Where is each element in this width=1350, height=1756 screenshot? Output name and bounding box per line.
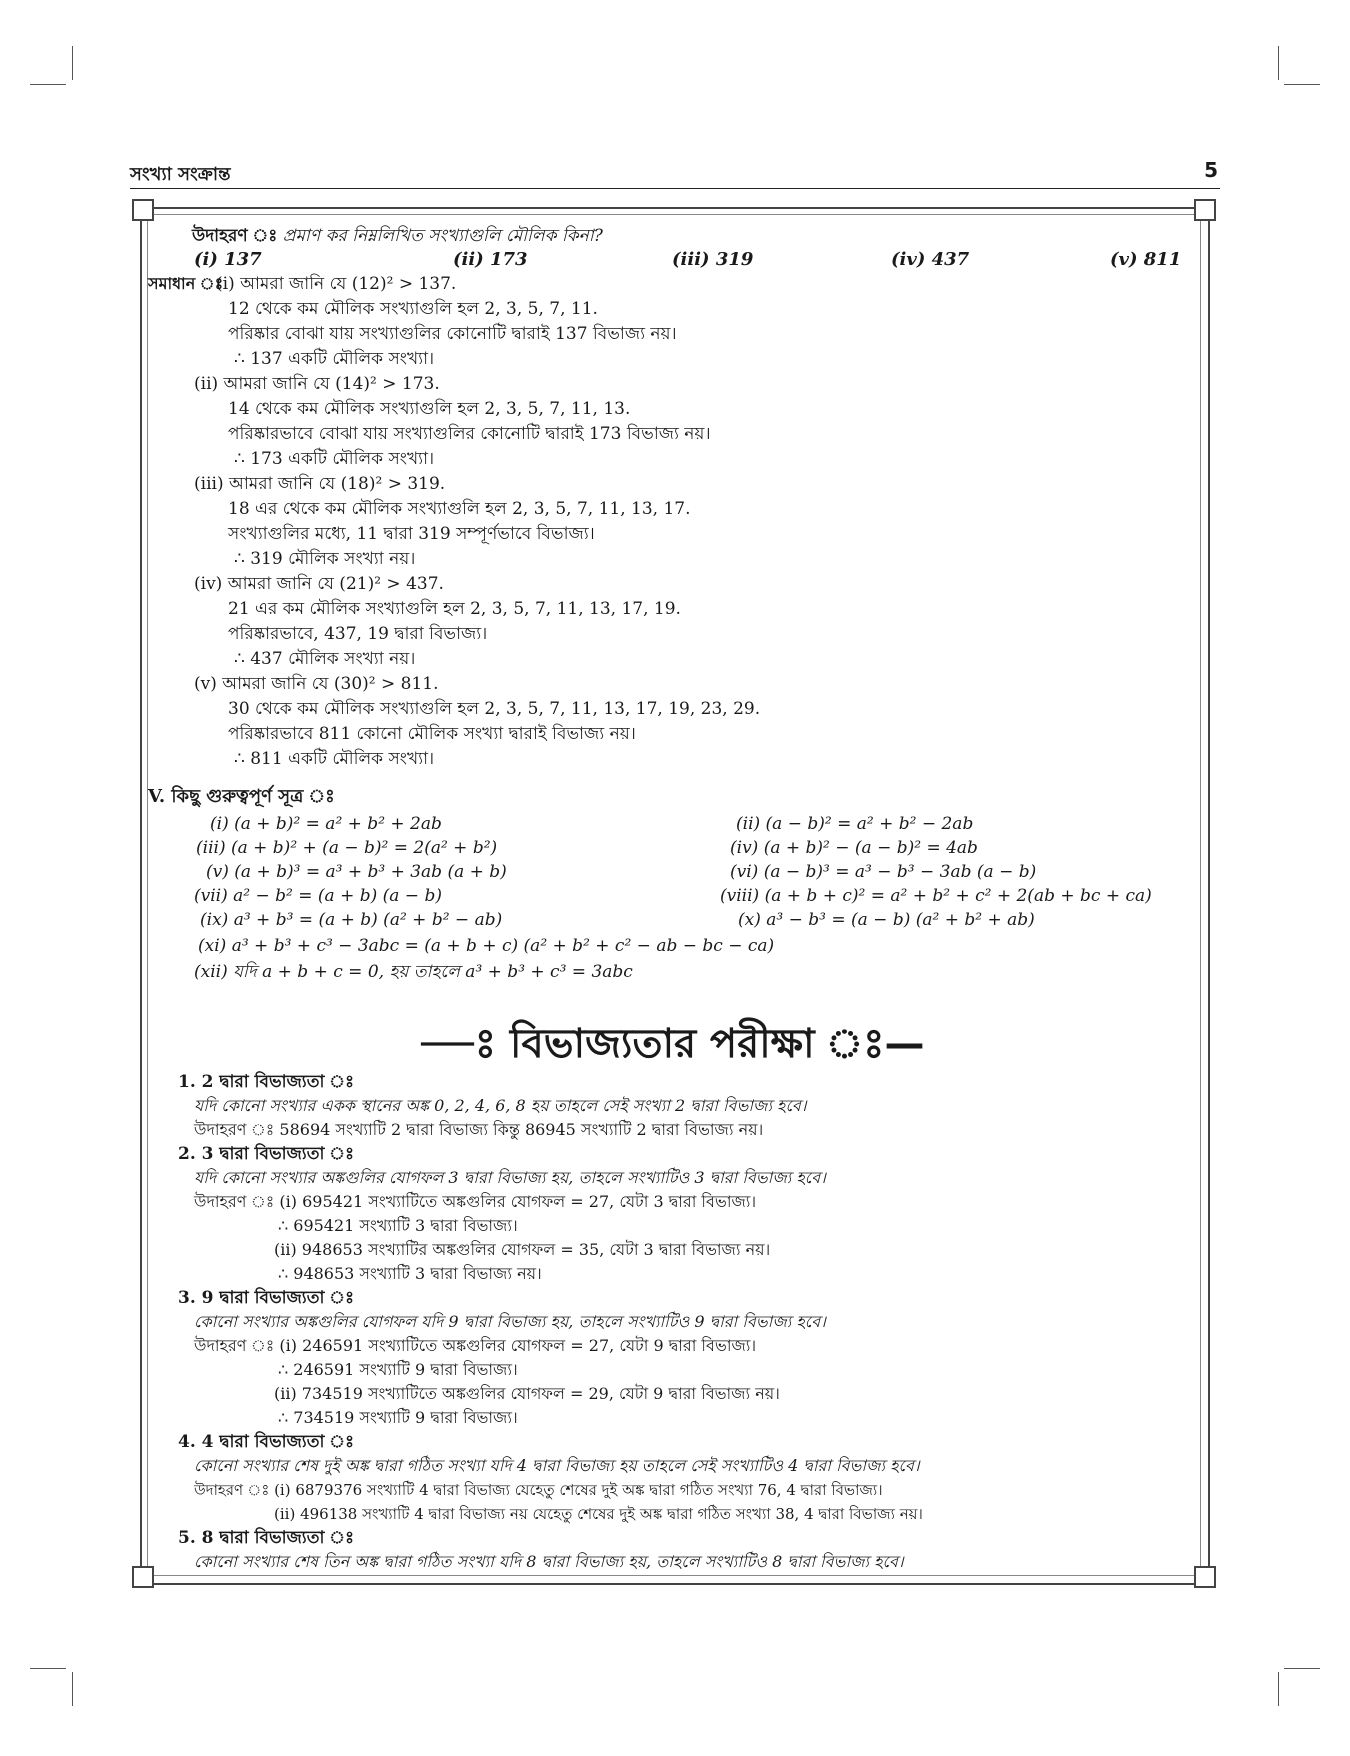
solution-lead: সমাধান ঃ [148,274,224,293]
formula-item: (v) (a + b)³ = a³ + b³ + 3ab (a + b) [206,862,507,882]
solution-line: পরিষ্কারভাবে, 437, 19 দ্বারা বিভাজ্য। [228,624,488,644]
solution-line: 14 থেকে কম মৌলিক সংখ্যাগুলি হল 2, 3, 5, 7, 11, 13. [228,399,631,419]
formula-item: (ii) (a − b)² = a² + b² − 2ab [736,814,974,834]
solution-line: পরিষ্কারভাবে 811 কোনো মৌলিক সংখ্যা দ্বারাই বিভাজ্য নয়। [228,724,636,744]
formula-item: (viii) (a + b + c)² = a² + b² + c² + 2(ab + bc + ca) [720,886,1152,906]
solution-line: ∴ 811 একটি মৌলিক সংখ্যা। [234,749,435,769]
formula-item: (iv) (a + b)² − (a − b)² = 4ab [730,838,978,858]
test-heading: 2. 3 দ্বারা বিভাজ্যতা ঃ [178,1144,355,1164]
test-heading: 3. 9 দ্বারা বিভাজ্যতা ঃ [178,1288,355,1308]
test-rule: যদি কোনো সংখ্যার অঙ্কগুলির যোগফল 3 দ্বারা বিভাজ্য হয়, তাহলে সংখ্যাটিও 3 দ্বারা বিভাজ্য হবে। [194,1168,826,1187]
test-rule: কোনো সংখ্যার শেষ দুই অঙ্ক দ্বারা গঠিত সংখ্যা যদি 4 দ্বারা বিভাজ্য হয় তাহলে সেই সংখ্যাটিও 4 দ্বারা বিভাজ্য হবে। [194,1456,920,1475]
test-heading: 1. 2 দ্বারা বিভাজ্যতা ঃ [178,1072,355,1092]
solution-line: ∴ 173 একটি মৌলিক সংখ্যা। [234,449,435,469]
formula-item: (vii) a² − b² = (a + b) (a − b) [194,886,442,906]
test-rule: কোনো সংখ্যার শেষ তিন অঙ্ক দ্বারা গঠিত সংখ্যা যদি 8 দ্বারা বিভাজ্য হয়, তাহলে সংখ্যাটিও 8 দ্বারা বিভাজ্য হবে। [194,1552,904,1571]
solution-line: পরিষ্কার বোঝা যায় সংখ্যাগুলির কোনোটি দ্বারাই 137 বিভাজ্য নয়। [228,324,677,344]
test-example: ∴ 734519 সংখ্যাটি 9 দ্বারা বিভাজ্য। [278,1408,518,1427]
solution-line: পরিষ্কারভাবে বোঝা যায় সংখ্যাগুলির কোনোটি দ্বারাই 173 বিভাজ্য নয়। [228,424,711,444]
formula-item: (ix) a³ + b³ = (a + b) (a² + b² − ab) [200,910,503,930]
test-rule: যদি কোনো সংখ্যার একক স্থানের অঙ্ক 0, 2, 4, 6, 8 হয় তাহলে সেই সংখ্যা 2 দ্বারা বিভাজ্য হবে। [194,1096,807,1115]
solution-line: ∴ 437 মৌলিক সংখ্যা নয়। [234,649,416,669]
page-content [148,220,1198,1580]
solution-line: 30 থেকে কম মৌলিক সংখ্যাগুলি হল 2, 3, 5, 7, 11, 13, 17, 19, 23, 29. [228,699,761,719]
solution-line: (iv) আমরা জানি যে (21)² > 437. [194,574,444,594]
solution-line: 12 থেকে কম মৌলিক সংখ্যাগুলি হল 2, 3, 5, 7, 11. [228,299,598,319]
example-item: (iii) 319 [672,249,754,270]
crop-mark [30,84,66,85]
formula-item: (vi) (a − b)³ = a³ − b³ − 3ab (a − b) [730,862,1037,882]
test-example: (ii) 496138 সংখ্যাটি 4 দ্বারা বিভাজ্য নয় যেহেতু শেষের দুই অঙ্ক দ্বারা গঠিত সংখ্যা 38, 4 দ্বারা বিভাজ্য নয়। [274,1505,923,1523]
solution-line: ∴ 319 মৌলিক সংখ্যা নয়। [234,549,416,569]
section-title: —ঃ বিভাজ্যতার পরীক্ষা ঃ— [421,1021,925,1067]
solution-line: (ii) আমরা জানি যে (14)² > 173. [194,374,440,394]
formula-item: (iii) (a + b)² + (a − b)² = 2(a² + b²) [196,838,498,858]
crop-mark [1278,46,1279,80]
solution-line: (iii) আমরা জানি যে (18)² > 319. [194,474,446,494]
test-example: উদাহরণ ঃ 58694 সংখ্যাটি 2 দ্বারা বিভাজ্য কিন্তু 86945 সংখ্যাটি 2 দ্বারা বিভাজ্য নয়। [194,1120,764,1139]
crop-mark [1278,1672,1279,1706]
crop-mark [72,46,73,80]
formula-item: (xi) a³ + b³ + c³ − 3abc = (a + b + c) (a² + b² + c² − ab − bc − ca) [198,936,775,956]
header-rule [130,188,1220,189]
example-item: (i) 137 [194,249,262,270]
test-example: উদাহরণ ঃ (i) 246591 সংখ্যাটিতে অঙ্কগুলির যোগফল = 27, যেটা 9 দ্বারা বিভাজ্য। [194,1336,757,1355]
test-example: (ii) 734519 সংখ্যাটিতে অঙ্কগুলির যোগফল = 29, যেটা 9 দ্বারা বিভাজ্য নয়। [274,1384,780,1403]
formula-item: (x) a³ − b³ = (a − b) (a² + b² + ab) [738,910,1035,930]
solution-line: সংখ্যাগুলির মধ্যে, 11 দ্বারা 319 সম্পূর্ণভাবে বিভাজ্য। [228,524,595,544]
test-example: উদাহরণ ঃ (i) 695421 সংখ্যাটিতে অঙ্কগুলির যোগফল = 27, যেটা 3 দ্বারা বিভাজ্য। [194,1192,757,1211]
example-lead: উদাহরণ ঃ [192,226,278,246]
test-example: (ii) 948653 সংখ্যাটির অঙ্কগুলির যোগফল = 35, যেটা 3 দ্বারা বিভাজ্য নয়। [274,1240,771,1259]
page-number: 5 [1204,158,1218,182]
solution-line: (i) আমরা জানি যে (12)² > 137. [216,274,457,294]
test-example: ∴ 948653 সংখ্যাটি 3 দ্বারা বিভাজ্য নয়। [278,1264,542,1283]
example-question-text: প্রমাণ কর নিম্নলিখিত সংখ্যাগুলি মৌলিক কিনা? [282,226,603,246]
crop-mark [30,1668,66,1669]
example-item: (iv) 437 [891,249,970,270]
frame-corner-ornament [1194,199,1216,221]
test-example: উদাহরণ ঃ (i) 6879376 সংখ্যাটি 4 দ্বারা বিভাজ্য যেহেতু শেষের দুই অঙ্ক দ্বারা গঠিত সংখ্যা 76, 4 দ্বারা বিভাজ্য। [194,1481,883,1499]
running-header-title: সংখ্যা সংক্রান্ত [130,164,231,185]
formula-item: (xii) যদি a + b + c = 0, হয় তাহলে a³ + b³ + c³ = 3abc [194,962,633,982]
crop-mark [1284,84,1320,85]
crop-mark [72,1672,73,1706]
solution-line: (v) আমরা জানি যে (30)² > 811. [194,674,439,694]
test-example: ∴ 246591 সংখ্যাটি 9 দ্বারা বিভাজ্য। [278,1360,518,1379]
formulas-heading: V. কিছু গুরুত্বপূর্ণ সূত্র ঃ [148,786,335,807]
example-question [192,224,603,248]
crop-mark [1284,1668,1320,1669]
test-heading: 4. 4 দ্বারা বিভাজ্যতা ঃ [178,1432,355,1452]
test-rule: কোনো সংখ্যার অঙ্কগুলির যোগফল যদি 9 দ্বারা বিভাজ্য হয়, তাহলে সংখ্যাটিও 9 দ্বারা বিভাজ্য হবে। [194,1312,826,1331]
example-item: (v) 811 [1110,249,1182,270]
test-example: ∴ 695421 সংখ্যাটি 3 দ্বারা বিভাজ্য। [278,1216,518,1235]
frame-corner-ornament [132,199,154,221]
test-heading: 5. 8 দ্বারা বিভাজ্যতা ঃ [178,1528,355,1548]
solution-line: 18 এর থেকে কম মৌলিক সংখ্যাগুলি হল 2, 3, 5, 7, 11, 13, 17. [228,499,691,519]
formula-item: (i) (a + b)² = a² + b² + 2ab [210,814,442,834]
example-item: (ii) 173 [453,249,528,270]
solution-line: 21 এর কম মৌলিক সংখ্যাগুলি হল 2, 3, 5, 7, 11, 13, 17, 19. [228,599,681,619]
solution-line: ∴ 137 একটি মৌলিক সংখ্যা। [234,349,435,369]
